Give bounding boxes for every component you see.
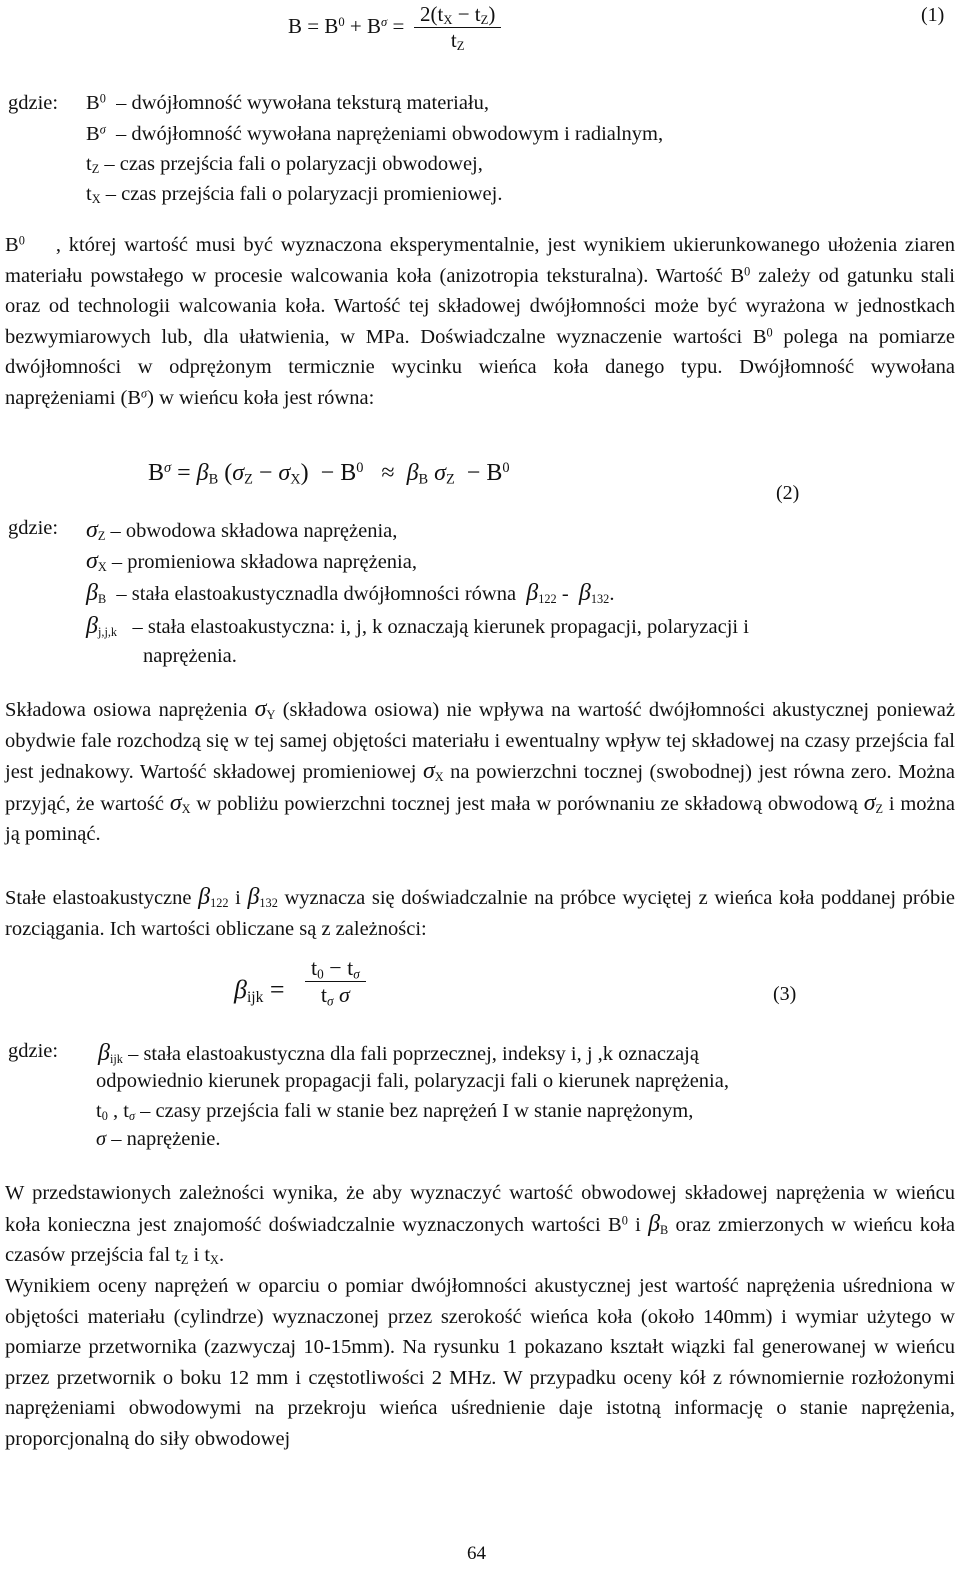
defs3-item: $t_0$ , $t_\sigma$ – czasy przejścia fali w stanie bez naprężeń I w stanie naprężonym, — [96, 1100, 694, 1124]
defs1-item: $t_Z$ – czas przejścia fali o polaryzacji obwodowej, — [86, 153, 483, 177]
paragraph-results: Wynikiem oceny naprężeń w oparciu o pomiar dwójłomności akustycznej jest wartość naprężenia uśredniona w objętości materiału (cylindrze) wyznaczonej przez szerokość wieńca koła (około 140mm) i wymiar użytego w pomiarze przetwornika (zazwyczaj 10-15mm). Na rysunku 1 pokazano kształt wiązki fal generowanej w wieńcu przez przetwornik o boku 12 mm i częstotliwości 2 MHz. W przypadku oceny kół z równomiernie rozłożonymi naprężeniami obwodowymi na przekroju wieńca uśrednienie daje istotną informację o stanie naprężenia, proporcjonalną do siły obwodowej — [5, 1275, 955, 1450]
equation-3-lhs: $\beta_{ijk}$ = — [234, 975, 285, 1006]
eq1-equals: = — [387, 14, 405, 38]
equation-1 — [288, 14, 404, 39]
eq1-lhs: B = B — [288, 14, 339, 38]
defs2-item: naprężenia. — [143, 645, 237, 667]
eq1-sup0: 0 — [338, 15, 345, 30]
defs2-item: $\sigma_Z$ – obwodowa składowa naprężenia, — [86, 517, 398, 544]
defs1-label: gdzie: — [8, 92, 59, 114]
eq3-denominator: $t_\sigma$ σ — [320, 982, 350, 1009]
eq1-number: (1) — [921, 4, 945, 26]
defs2-label: gdzie: — [8, 517, 59, 539]
paragraph-conclusion: W przedstawionych zależności wynika, że aby wyznaczyć wartość obwodowej składowej naprężenia w wieńcu koła konieczna jest znajomość doświadczalnie wyznaczonych wartości $B^0$ i $\beta_B$ oraz zmierzonych w wieńcu koła czasów przejścia fal $t_Z$ i $t_X$. — [5, 1182, 955, 1268]
defs2-item: $\sigma_X$ – promieniowa składowa naprężenia, — [86, 548, 417, 575]
defs3-item: $\beta_{ijk}$ – stała elastoakustyczna dla fali poprzecznej, indeksy i, j ,k oznaczają — [98, 1040, 699, 1067]
page-number: 64 — [467, 1543, 486, 1564]
eq2-number: (2) — [776, 482, 800, 504]
equation-3-fraction — [305, 955, 366, 1008]
eq1-fraction — [414, 2, 501, 53]
eq1-plus: + B — [344, 14, 382, 38]
defs1-item: $B^\sigma$ – dwójłomność wywołana naprężeniami obwodowym i radialnym, — [86, 122, 664, 145]
eq3-numerator: $t_0 - t_\sigma$ — [311, 955, 360, 982]
defs1-item: $B^0$ – dwójłomność wywołana teksturą materiału, — [86, 91, 489, 114]
paragraph-texture: $B^0$ , której wartość musi być wyznaczona eksperymentalnie, jest wynikiem ukierunkowanego ułożenia ziaren materiału powstałego w procesie walcowania koła (anizotropia teksturalna). Wartość $B^0$ zależy od gatunku stali oraz od technologii walcowania koła. Wartość tej składowej dwójłomności może być wyrażona w jednostkach bezwymiarowych lub, dla ułatwienia, w MPa. Doświadczalne wyznaczenie wartości $B^0$ polega na pomiarze dwójłomności w odprężonym termicznie wycinku wieńca koła danego typu. Dwójłomność wywołana naprężeniami $(B^\sigma)$ w wieńcu koła jest równa: — [5, 233, 956, 409]
eq1-numerator: $2(t_X - t_Z)$ — [420, 2, 496, 28]
paragraph-axial-stress: Składowa osiowa naprężenia $\sigma_Y$ (składowa osiowa) nie wpływa na wartość dwójłomności akustycznej ponieważ obydwie fale rozchodzą się w tej samej objętości materiału i ewentualny wpływ tej składowej na czasy przejścia fal jest jednakowy. Wartość składowej promieniowej $\sigma_X$ na powierzchni tocznej (swobodnej) jest równa zero. Można przyjąć, że wartość $\sigma_X$ w pobliżu powierzchni tocznej jest mała w porównaniu ze składową obwodową $\sigma_Z$ i można ją pominąć. — [5, 696, 956, 845]
defs3-item: odpowiednio kierunek propagacji fali, polaryzacji fali o kierunek naprężenia, — [96, 1070, 729, 1092]
equation-2: $B^\sigma = \beta_B$ $(\sigma_Z - \sigma_X) - B^0 \approx \beta_B$ $\sigma_Z - B^0$ — [148, 460, 510, 488]
paragraph-constants: Stałe elastoakustyczne $\beta_{122}$ i $\beta_{132}$ wyznacza się doświadczalnie na próbce wyciętej z wieńca koła poddanej próbie rozciągania. Ich wartości obliczane są z zależności: — [5, 884, 955, 940]
eq1-sigma-sup: σ — [381, 15, 388, 30]
defs1-item: $t_X$ – czas przejścia fali o polaryzacji promieniowej. — [86, 183, 503, 207]
defs3-item: σ – naprężenie. — [96, 1128, 221, 1150]
eq3-number: (3) — [773, 983, 797, 1005]
eq1-denominator: $t_Z$ — [450, 28, 465, 54]
defs3-label: gdzie: — [8, 1040, 59, 1062]
defs2-item: $\beta_B$ – stała elastoakustycznadla dwójłomności równa $\beta_{122} - \beta_{132}$. — [86, 580, 615, 607]
defs2-item: $\beta_{j,j,k}$ – stała elastoakustyczna: i, j, k oznaczają kierunek propagacji, polaryzacji i — [86, 613, 749, 640]
